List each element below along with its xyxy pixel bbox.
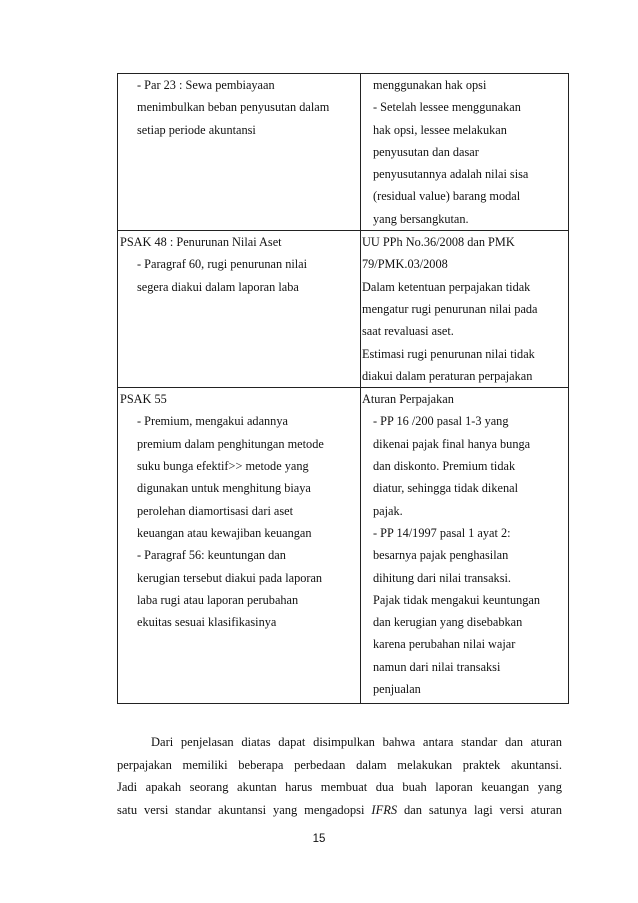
cell-line: yang bersangkutan. [373,211,469,226]
cell-line: - PP 14/1997 pasal 1 ayat 2: [373,525,511,540]
cell-line: digunakan untuk menghitung biaya [137,481,311,496]
cell-line: - Setelah lessee menggunakan [373,100,521,115]
paragraph-line: Dari penjelasan diatas dapat disimpulkan bahwa antara standar dan aturan [151,735,562,749]
paragraph-text: satu versi standar akuntansi yang mengadopsi [117,802,372,817]
cell-line: Dalam ketentuan perpajakan tidak [362,279,531,294]
cell-line: dan diskonto. Premium tidak [373,459,516,474]
cell-line: 79/PMK.03/2008 [362,257,448,272]
cell-lines [361,74,568,230]
cell-line: mengatur rugi penurunan nilai pada [362,301,538,316]
cell-line: (residual value) barang modal [373,189,521,204]
cell-line: UU PPh No.36/2008 dan PMK [362,235,515,250]
cell-lines [118,74,360,141]
cell-line: - Paragraf 56: keuntungan dan [137,548,286,563]
cell-line: ekuitas sesuai klasifikasinya [137,615,277,630]
cell-line: menggunakan hak opsi [373,78,487,92]
cell-line: hak opsi, lessee melakukan [373,122,507,137]
cell-line: - PP 16 /200 pasal 1-3 yang [373,414,509,429]
cell-psak [118,388,361,704]
cell-tax-rule [361,388,569,704]
cell-line: Pajak tidak mengakui keuntungan [373,592,540,607]
cell-line: - Premium, mengakui adannya [137,414,288,429]
table-row [118,388,569,704]
comparison-table [117,73,569,704]
cell-line: premium dalam penghitungan metode [137,436,324,451]
cell-tax-rule [361,231,569,388]
cell-line: namun dari nilai transaksi [373,659,501,674]
cell-line: pajak. [373,503,403,518]
cell-line: segera diakui dalam laporan laba [137,279,299,294]
cell-line: penjualan [373,682,421,697]
cell-title: Aturan Perpajakan [362,392,454,407]
cell-line: saat revaluasi aset. [362,324,454,339]
cell-line: - Par 23 : Sewa pembiayaan [137,78,275,92]
cell-line: dikenai pajak final hanya bunga [373,436,531,451]
cell-line: besarnya pajak penghasilan [373,548,509,563]
cell-lines [118,253,360,298]
cell-title: PSAK 55 [120,392,167,407]
cell-line: keuangan atau kewajiban keuangan [137,525,312,540]
body-paragraph [117,731,562,821]
page-number: 15 [312,833,326,845]
cell-title: PSAK 48 : Penurunan Nilai Aset [120,235,282,250]
paragraph-line [117,799,562,822]
cell-line: perolehan diamortisasi dari aset [137,503,294,518]
cell-line: penyusutan dan dasar [373,144,479,159]
cell-line: kerugian tersebut diakui pada laporan [137,570,323,585]
cell-line: diakui dalam peraturan perpajakan [362,368,533,383]
cell-psak [118,231,361,388]
table-row [118,231,569,388]
cell-line: laba rugi atau laporan perubahan [137,592,299,607]
cell-line: dihitung dari nilai transaksi. [373,570,511,585]
table-row [118,74,569,231]
cell-line: menimbulkan beban penyusutan dalam [137,100,330,115]
ifrs-term: IFRS [371,802,398,817]
paragraph-line: Jadi apakah seorang akuntan harus membuat dua buah laporan keuangan yang [117,780,562,795]
cell-line: karena perubahan nilai wajar [373,637,516,652]
cell-line: - Paragraf 60, rugi penurunan nilai [137,257,308,272]
cell-line: penyusutannya adalah nilai sisa [373,167,529,182]
cell-lines [361,410,568,700]
cell-line: dan kerugian yang disebabkan [373,615,523,630]
cell-line: diatur, sehingga tidak dikenal [373,481,518,496]
paragraph-text: dan satunya lagi versi aturan [397,802,562,817]
cell-lines [118,410,360,633]
cell-line: setiap periode akuntansi [137,122,256,137]
cell-lines [361,231,568,387]
paragraph-line: perpajakan memiliki beberapa perbedaan dalam melakukan praktek akuntansi. [117,757,562,772]
cell-line: suku bunga efektif>> metode yang [137,459,309,474]
cell-line: Estimasi rugi penurunan nilai tidak [362,346,535,361]
cell-tax-rule [361,74,569,231]
cell-psak [118,74,361,231]
